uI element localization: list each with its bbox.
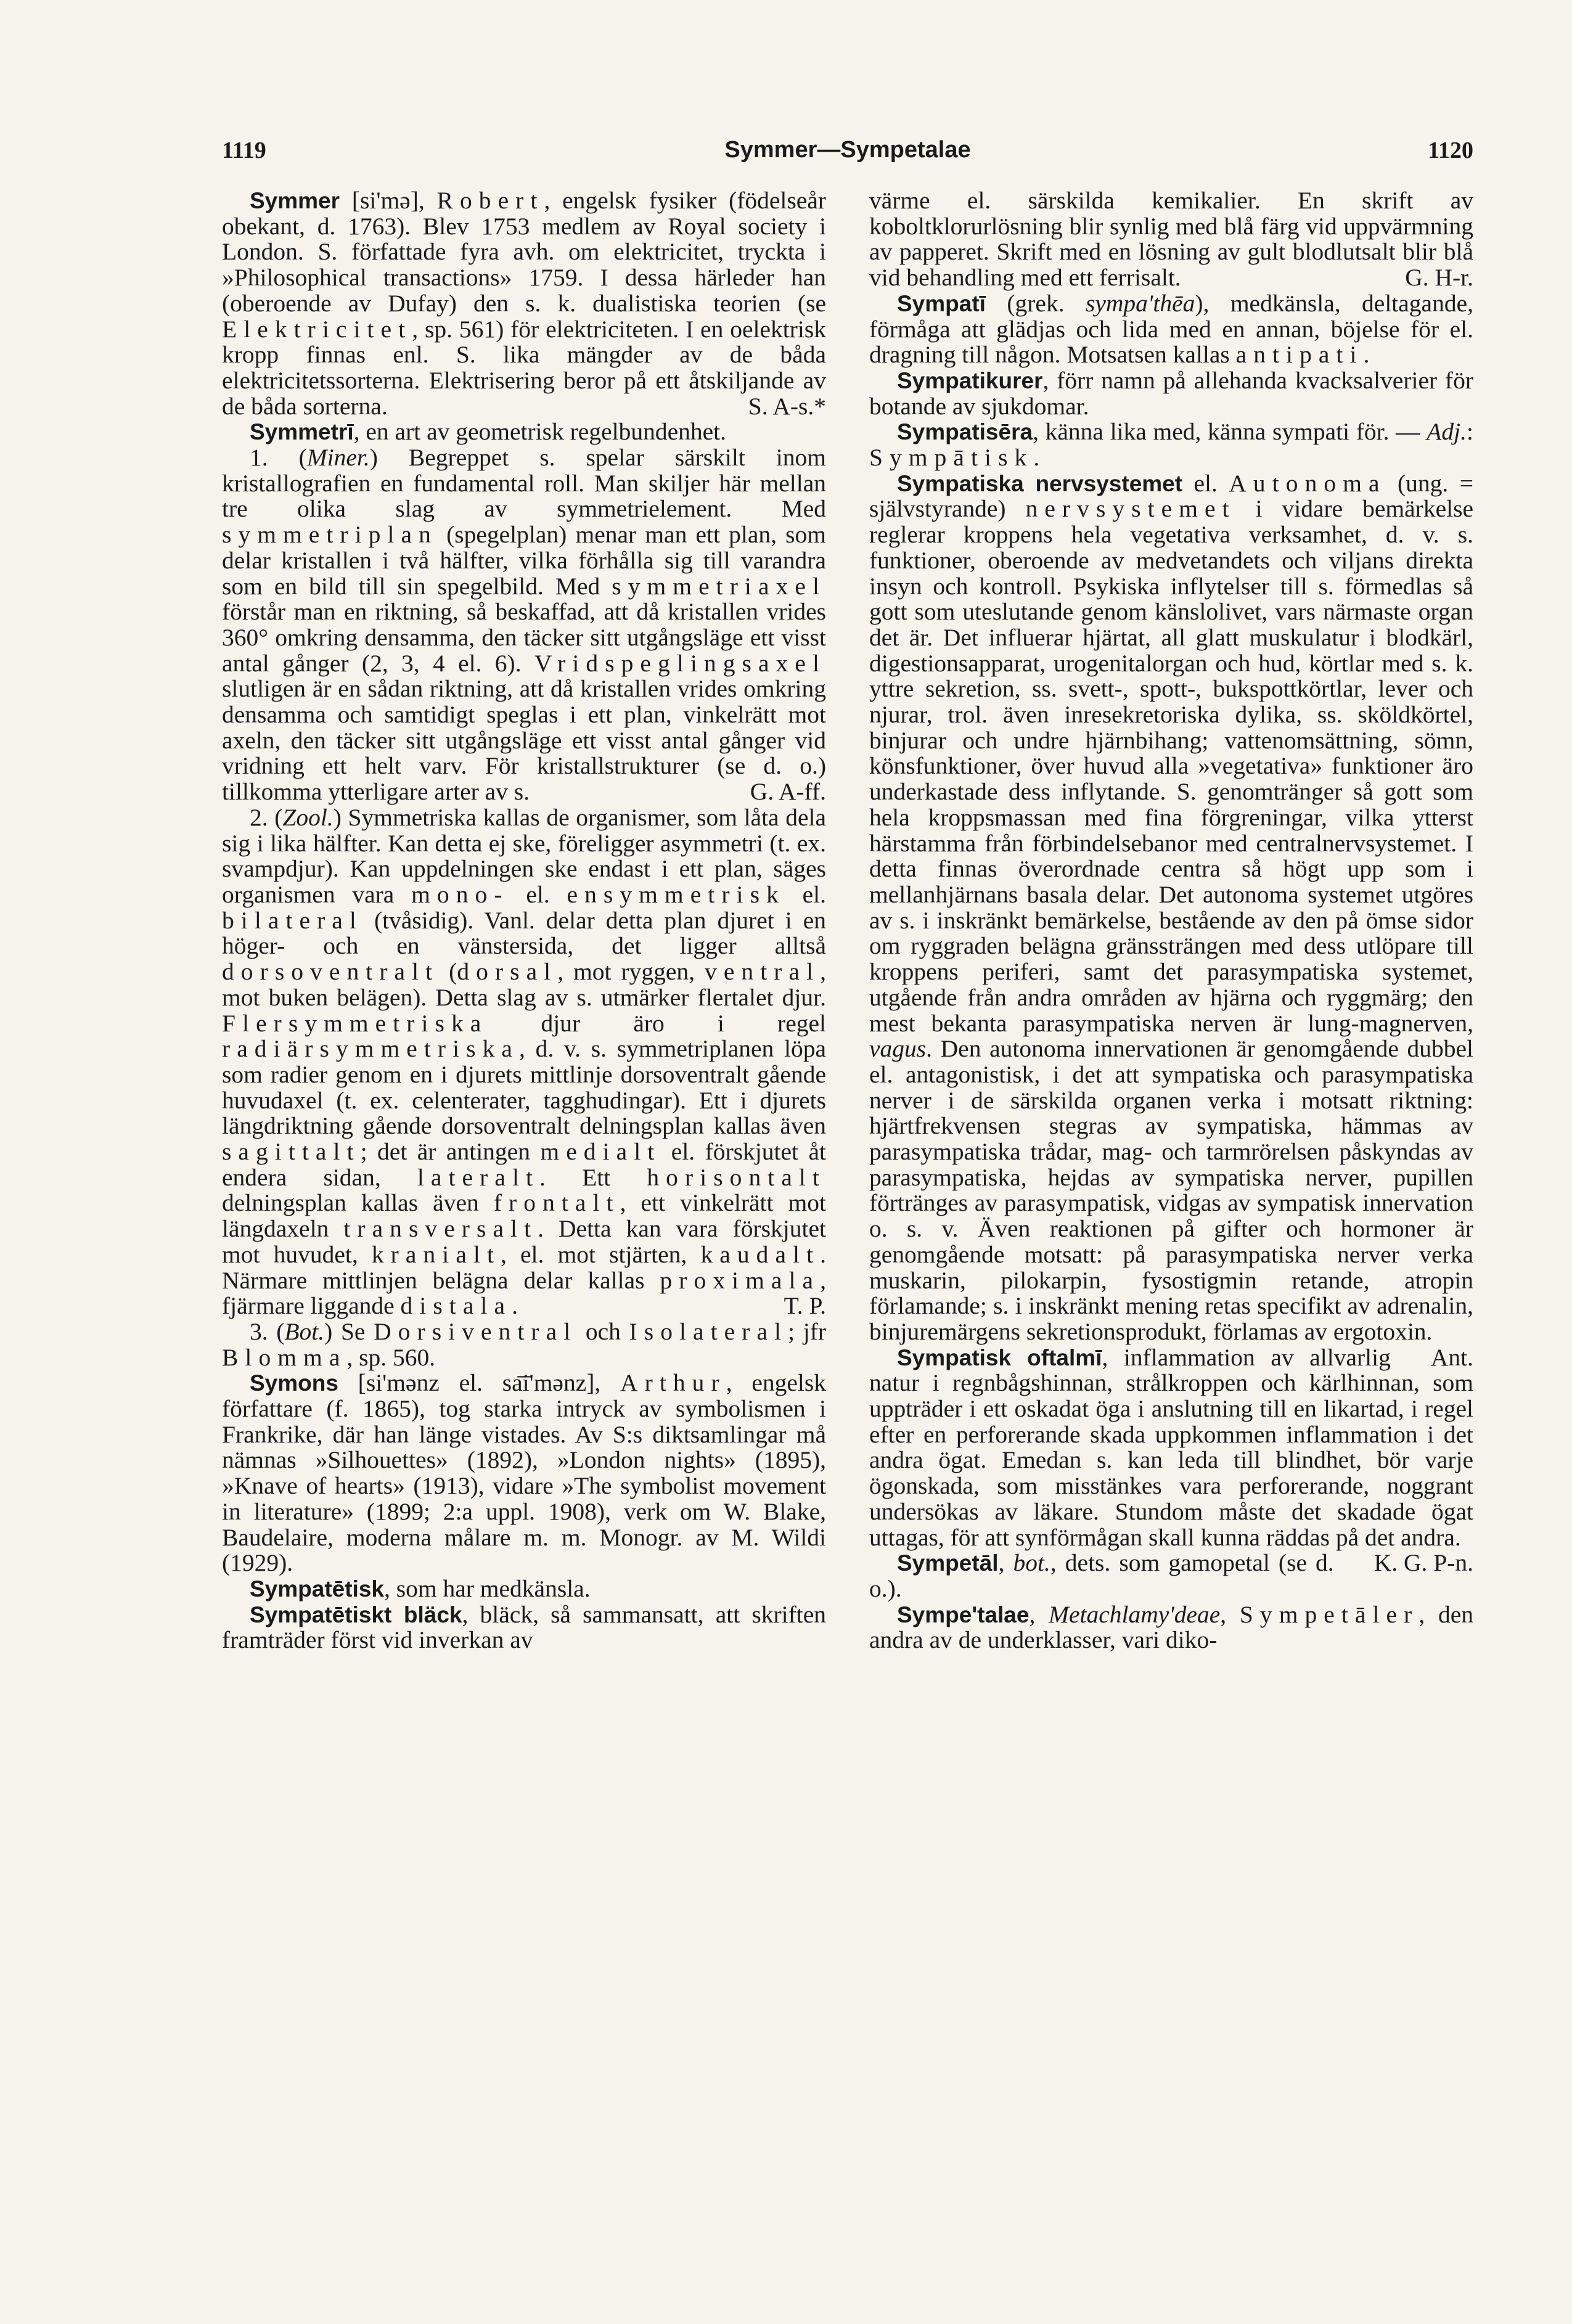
term: mono- — [411, 880, 509, 908]
entry-text: . — [1033, 444, 1040, 472]
spaced-name: Robert — [436, 187, 544, 214]
entry-text: [si'mənz el. sa͞i'mənz], — [338, 1369, 621, 1397]
entry-text: , ett vinkelrätt mot längdaxeln — [222, 1189, 827, 1243]
entry-text: , bläck, så sammansatt, att skriften framträder först vid inverkan av — [222, 1600, 826, 1654]
term: distala — [400, 1292, 512, 1320]
term: horisontalt — [647, 1163, 826, 1191]
term: Sympetāler — [1239, 1600, 1419, 1628]
entry-text: , mot ryggen, — [557, 958, 705, 986]
term: transversalt — [343, 1215, 538, 1243]
entry-symmer — [222, 188, 826, 419]
term: Vridspeglingsaxel — [534, 649, 826, 677]
term: ventral — [705, 958, 821, 986]
entry-text: djur äro i regel — [488, 1009, 826, 1037]
term: Flersymmetriska — [222, 1009, 488, 1037]
page-number-left: 1119 — [222, 137, 266, 163]
entry-text: , d. v. s. symmetriplanen löpa som radier genom en i djurets mittlinje dorsoventralt gående huvudaxel (t. ex. celenterater, tagghudingar). Ett i djurets längdriktning gående dorsoventralt delningsplan kallas även — [222, 1035, 826, 1140]
headword: Symmer — [250, 188, 340, 213]
author-signature: S. A-s.* — [748, 392, 826, 420]
entry-text: , en art av geometrisk regelbundenhet. — [353, 418, 726, 446]
entry-text: ) Symmetriska kallas de organismer, som låta dela sig i lika hälfter. Kan detta ej ske, föreligger asymmetri (t. ex. svampdjur). Kan uppdelningen ske endast i ett plan, säges organismen vara — [222, 803, 826, 908]
author-signature: Ant. — [1430, 1343, 1473, 1371]
entry-text: el. — [1182, 469, 1229, 497]
term: symmetriaxel — [612, 572, 826, 600]
entry-text: , den andra av de underklasser, vari diko- — [869, 1600, 1473, 1654]
entry-text: slutligen är en sådan riktning, att då kristallen vrides omkring densamma och samtidigt speglas i ett plan, vinkelrätt mot axeln, den täcker sitt utgångsläge ett visst antal gånger vid vridning ett helt varv. För kristallstrukturer (se d. o.) tillkomma ytterligare arter av s. — [222, 675, 826, 806]
entry-text: (ung. = självstyrande) — [869, 469, 1473, 523]
entry-text: , inflammation av allvarlig natur i regnbågshinnan, strålkroppen och kärlhinnan, som uppträder i ett oskadat öga i anslutning till en likartad, i regel efter en perforerande skada uppkommen inflammation i det andra ögat. Emedan s. kan leda till blindhet, bör varje ögonskada, som misstänkes vara perforerande, noggrant undersökas av läkare. Stundom måste det skadade ögat uttagas, för att synförmågan skall kunna räddas på det andra. — [869, 1343, 1473, 1551]
subject-label: Miner. — [306, 444, 370, 472]
headword: Sympatisk oftalmī — [897, 1344, 1102, 1370]
entry-text: i vidare bemärkelse reglerar kroppens hela vegetativa verksamhet, d. v. s. funktioner, oberoende av medvetandets och viljans direkta insyn och kontroll. Psykiska inflytelser till s. förmedlas så gott som uteslutande genom känslolivet, vars närmaste organ det är. Det influerar hjärtat, all glatt muskulatur i blodkärl, digestionsapparat, urogenitalorgan och hud, körtlar med s. k. yttre sekretion, ss. svett-, spott-, bukspottkörtlar, lever och njurar, trol. även inresekretoriska dylika, ss. sköldkörtel, binjurar och undre hjärnbihang; vattenomsättning, sömn, könsfunktioner, över huvud alla »vegetativa» funktioner äro underkastade dess inflytande. S. genomtränger så gott som hela kroppsmassan med fina förgreningar, vilka ytterst härstamma från förbindelsebanor med centralnervsystemet. I detta finnas överordnade centra så högt upp som i mellanhjärnans basala delar. Det autonoma systemet utgöres av s. i inskränkt bemärkelse, bestående av den på ömse sidor om ryggraden belägna gränssträngen med dess utlöpare till kroppens periferi, samt det parasympatiska systemet, utgående från andra områden av hjärna och ryggmärg; den mest bekanta parasympatiska nerven är lung-magnerven, — [869, 495, 1473, 1037]
entry-symmetri — [222, 419, 826, 445]
term: frontalt — [493, 1189, 620, 1217]
term: radiärsymmetriska — [222, 1035, 519, 1063]
entry-text: . Ett — [539, 1163, 647, 1191]
headword: Sympe'talae — [897, 1602, 1030, 1627]
term: sagittalt — [222, 1138, 361, 1166]
term: Autonoma — [1229, 469, 1386, 497]
headword: Symons — [250, 1370, 338, 1396]
entry-sympatetisk — [222, 1576, 826, 1602]
term: medialt — [540, 1138, 661, 1166]
spaced-name: Arthur — [620, 1369, 726, 1397]
entry-text: , dets. som gamopetal (se d. o.). — [869, 1549, 1334, 1602]
entry-text: , förr namn på allehanda kvacksalverier för botande av sjukdomar. — [869, 366, 1473, 420]
entry-sympetalae — [869, 1602, 1473, 1653]
subject-label: Bot. — [284, 1317, 325, 1345]
entry-text: , — [1220, 1600, 1240, 1628]
entry-symmetri-section-1 — [222, 445, 826, 805]
cross-reference: Blomma — [222, 1343, 347, 1371]
entry-text: (tvåsidig). Vanl. delar detta plan djuret i en höger- och en vänstersida, det ligger alltså — [222, 906, 826, 960]
entry-text: och — [577, 1317, 629, 1345]
entry-text: , el. mot stjärten, — [501, 1240, 701, 1268]
grammar-label: Adj. — [1427, 418, 1467, 446]
entry-text: , engelsk fysiker (födelseår obekant, d. 1763). Blev 1753 medlem av Royal society i London. S. författade fyra avh. om elektricitet, tryckta i »Philosophical transactions» 1759. I dessa härleder han (oberoende av Dufay) den s. k. dualistiska teorien (se — [222, 187, 826, 317]
term: kranialt — [371, 1240, 501, 1268]
subject-label: bot. — [1013, 1549, 1050, 1577]
cross-reference: Dorsiventral — [374, 1317, 578, 1345]
entry-text: . — [1363, 341, 1370, 369]
headword: Sympatikurer — [897, 367, 1043, 393]
entry-text: [si'mə], — [340, 187, 437, 214]
term: dorsal — [457, 958, 558, 986]
entry-symmetri-section-3 — [222, 1319, 826, 1370]
headword: Sympatisēra — [897, 419, 1033, 445]
term: kaudalt — [700, 1240, 821, 1268]
entry-text: 1. ( — [250, 444, 307, 472]
subject-label: Zool. — [282, 803, 334, 831]
entry-text: 2. ( — [250, 803, 283, 831]
entry-text: , fjärmare liggande — [222, 1266, 826, 1320]
entry-text: el. — [509, 880, 567, 908]
right-column — [869, 188, 1473, 1653]
entry-text: ( — [439, 958, 457, 986]
headword: Sympatiska nervsystemet — [897, 470, 1183, 496]
headword: Symmetrī — [250, 419, 354, 445]
entry-text: el. förskjutet åt endera sidan, — [222, 1138, 826, 1191]
entry-text: , — [998, 1549, 1013, 1577]
term: Sympātisk — [869, 444, 1034, 472]
term: ensymmetrisk — [567, 880, 785, 908]
entry-sympati — [869, 291, 1473, 368]
entry-text: : — [1467, 418, 1473, 446]
entry-text: , engelsk författare (f. 1865), tog starka intryck av symbolismen i Frankrike, där han länge vistades. Av S:s diktsamlingar må nämnas »Silhouettes» (1892), »London nights» (1895), »Knave of hearts» (1913), vidare »The symbolist movement in literature» (1899; 2:a uppl. 1908), verk om W. Blake, Baudelaire, moderna målare m. m. Monogr. av M. Wildi (1929). — [222, 1369, 826, 1577]
entry-sympatetiskt-black — [222, 1602, 826, 1653]
term: lateralt — [417, 1163, 540, 1191]
headword: Sympatētiskt bläck — [250, 1602, 462, 1627]
entry-text: värme el. särskilda kemikalier. En skrift av koboltklorurlösning blir synlig med blå färg vid uppvärmning av papperet. Skrift med en lösning av gult blodlutsalt blir blå vid behandling med ett ferrisalt. — [869, 187, 1473, 292]
entry-text: ), medkänsla, deltagande, förmåga att glädjas och lida med en annan, böjelse för el. dragning till någon. Motsatsen kallas — [869, 289, 1473, 369]
entry-text: , sp. 560. — [346, 1343, 436, 1371]
entry-text: (grek. — [985, 289, 1086, 317]
entry-text: ) Begreppet s. spelar särskilt inom kristallografien en fundamental roll. Man skiljer här mellan tre olika slag av symmetrielement. Med — [222, 444, 827, 523]
etymology: sympa'thēa — [1086, 289, 1195, 317]
entry-text: , sp. 561) för elektriciteten. I en oelektrisk kropp finnas enl. S. lika mängder av de båda elektricitetssorterna. Elektrisering beror på ett åtskiljande av de båda sorterna. — [222, 315, 826, 420]
term-italic: vagus — [869, 1035, 927, 1063]
entry-continuation — [869, 188, 1473, 291]
entry-symons — [222, 1370, 826, 1576]
left-column — [222, 188, 826, 1653]
entry-text: ; det är antingen — [360, 1138, 541, 1166]
author-signature: G. A-ff. — [750, 778, 826, 806]
entry-text: . — [512, 1292, 518, 1320]
entry-sympatisera — [869, 419, 1473, 470]
author-signature: T. P. — [784, 1292, 826, 1320]
entry-text: , känna lika med, känna sympati för. — — [1033, 418, 1427, 446]
running-title: Symmer—Sympetalae — [724, 137, 971, 163]
entry-text: ) Se — [324, 1317, 374, 1345]
page-number-right: 1120 — [1428, 137, 1473, 163]
headword: Sympatī — [897, 290, 986, 316]
synonym: Metachlamy'deae — [1049, 1600, 1221, 1628]
headword: Sympetāl — [897, 1550, 999, 1576]
entry-text: . Detta kan vara förskjutet mot huvudet, — [222, 1215, 826, 1268]
term: proximala — [660, 1266, 821, 1294]
cross-reference: antipati — [1235, 341, 1364, 369]
entry-text: . Närmare mittlinjen belägna delar kallas — [222, 1240, 826, 1294]
term: dorsoventralt — [222, 958, 440, 986]
term: bilateral — [222, 906, 363, 934]
entry-symmetri-section-2 — [222, 805, 826, 1319]
page-header — [222, 137, 1473, 174]
author-signature: G. H-r. — [1405, 264, 1473, 292]
cross-reference: Isolateral — [629, 1317, 788, 1345]
entry-text: 3. ( — [250, 1317, 285, 1345]
entry-text: delningsplan kallas även — [222, 1189, 494, 1217]
term: symmetriplan — [222, 521, 438, 549]
cross-reference: Elektricitet — [222, 315, 412, 343]
entry-text: el. — [785, 880, 827, 908]
entry-text: . Den autonoma innervationen är genomgående dubbel el. antagonistisk, i det att sympatiska och parasympatiska nerver i de särskilda organen verka i motsatt riktning: hjärtfrekvensen stegras av sympatiska, hämmas av parasympatiska trådar, mag- och tarmrörelsen påskyndas av parasympatiska, hejdas av sympatiska nerver, pupillen förtränges av parasympatisk, vidgas av sympatisk innervation o. s. v. Även reaktionen på gifter och hormoner är genomgående motsatt: på parasympatiska nerver verka muskarin, pilokarpin, fysostigmin retande, atropin förlamande; s. i inskränkt mening retas specifikt av adrenalin, binjuremärgens sekretionsprodukt, förlamas av ergotoxin. — [869, 1035, 1473, 1345]
entry-text: , mot buken belägen). Detta slag av s. utmärker flertalet djur. — [222, 958, 826, 1011]
entry-text: (spegelplan) menar man ett plan, som delar kristallen i två hälfter, vilka förhålla sig till varandra som en bild till sin spegelbild. Med — [222, 521, 826, 600]
term: nervsystemet — [1025, 495, 1236, 523]
entry-text: ; jfr — [788, 1317, 826, 1345]
entry-text: , som har medkänsla. — [384, 1574, 591, 1602]
entry-text: förstår man en riktning, så beskaffad, att då kristallen vrides 360° omkring densamma, den täcker sitt utgångsläge ett visst antal gånger (2, 3, 4 el. 6). — [222, 598, 826, 677]
author-signature: K. G. P-n. — [1373, 1549, 1473, 1577]
entry-text: , — [1029, 1600, 1049, 1628]
headword: Sympatētisk — [250, 1576, 384, 1602]
entry-sympatikurer — [869, 368, 1473, 419]
